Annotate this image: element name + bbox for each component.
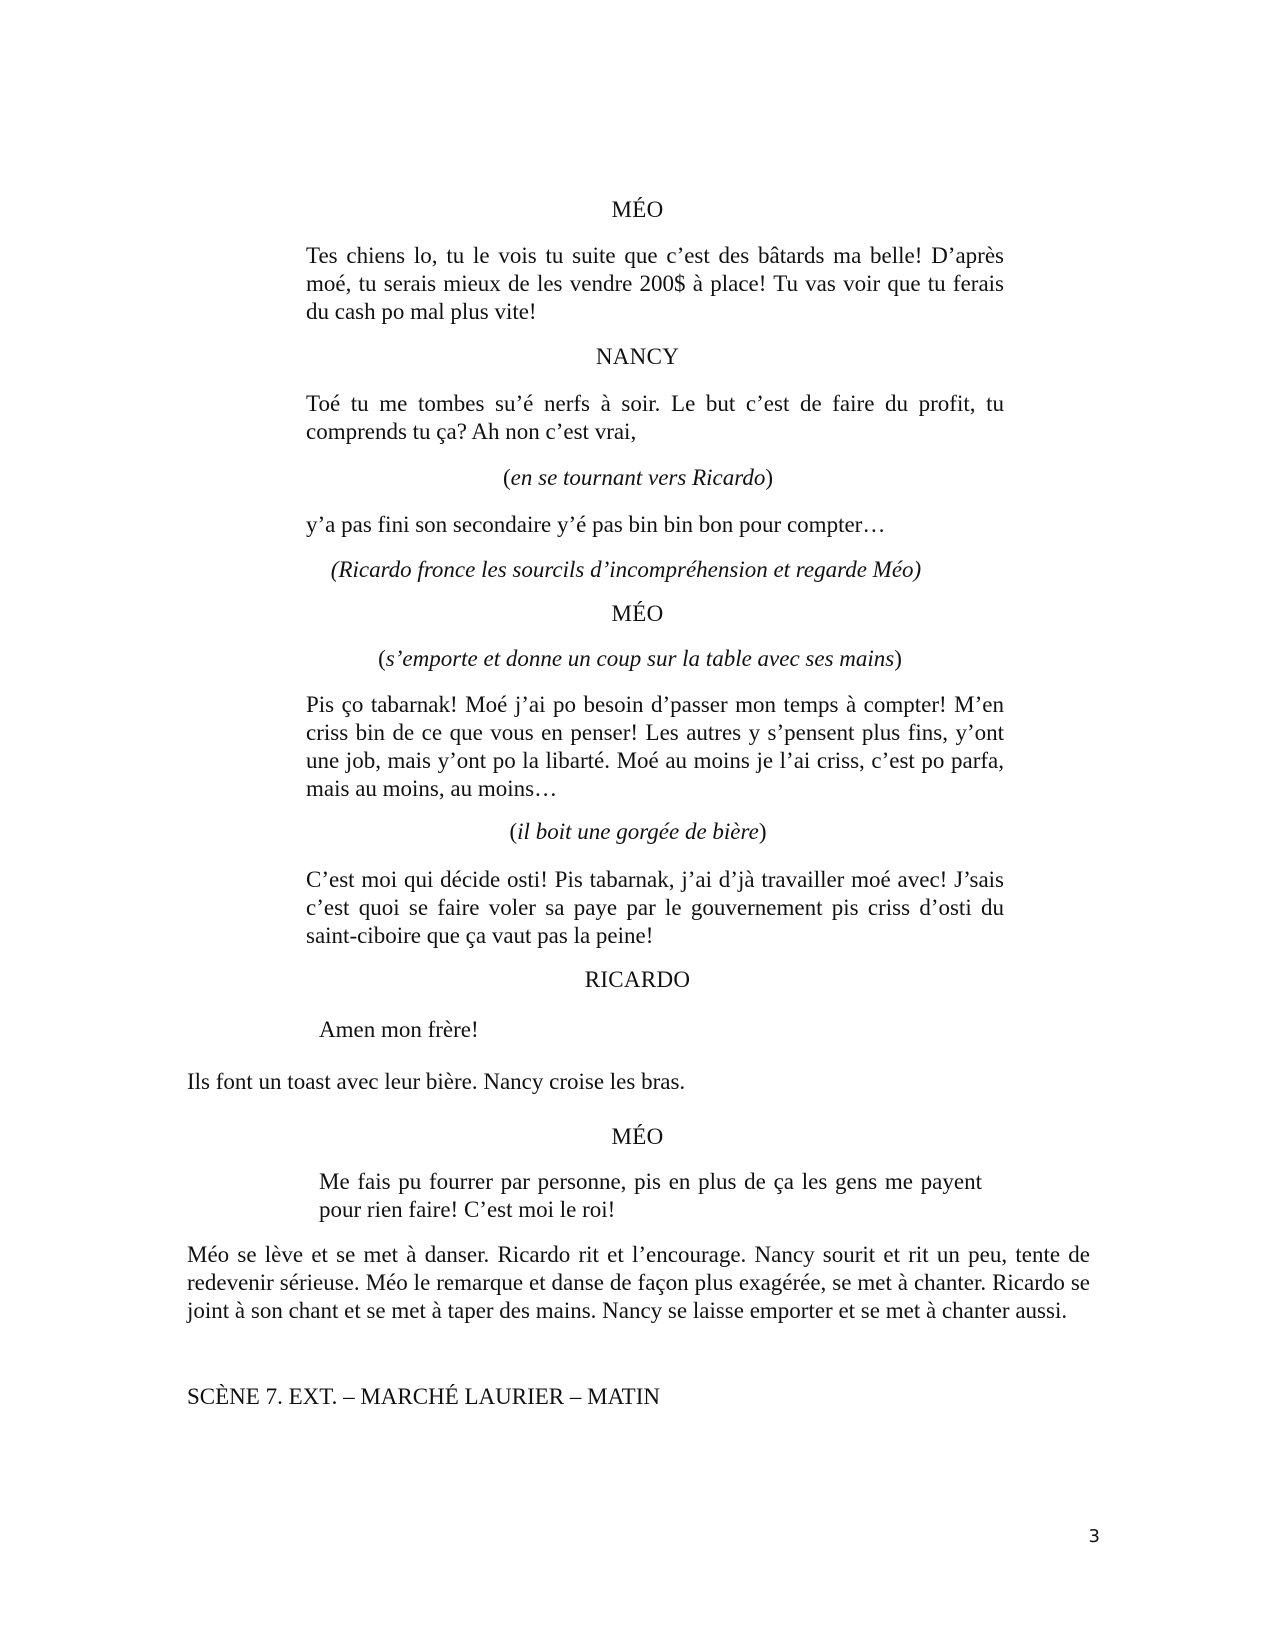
parenthetical-turning-text: en se tournant vers Ricardo bbox=[510, 465, 766, 490]
dialogue-meo-1: Tes chiens lo, tu le vois tu suite que c’est des bâtards ma belle! D’après moé, tu serais mieux de les vendre 200$ à place! Tu vas voir que tu ferais du cash po mal plus vite! bbox=[306, 243, 1004, 324]
character-name-ricardo: RICARDO bbox=[584, 967, 691, 992]
parenthetical-gorgee-text: il boit une gorgée de bière bbox=[517, 819, 759, 844]
dialogue-nancy-1: Toé tu me tombes su’é nerfs à soir. Le but c’est de faire du profit, tu comprends tu ça? Ah non c’est vrai, bbox=[306, 391, 1004, 444]
character-name-meo: MÉO bbox=[611, 1124, 664, 1149]
page-number: 3 bbox=[1088, 1526, 1100, 1547]
character-name-nancy: NANCY bbox=[595, 344, 680, 369]
parenthetical-emporte: (s’emporte et donne un coup sur la table avec ses mains) bbox=[378, 646, 902, 671]
dialogue-meo-2: Pis ço tabarnak! Moé j’ai po besoin d’passer mon temps à compter! M’en criss bin de ce que vous en penser! Les autres y s’pensent plus fins, y’ont une job, mais y’ont po la libarté. Moé au moins je l’ai criss, c’est po parfa, mais au moins, au moins… bbox=[306, 692, 1004, 801]
dialogue-ricardo-1: Amen mon frère! bbox=[319, 1017, 479, 1042]
character-name-meo: MÉO bbox=[611, 601, 664, 626]
parenthetical-gorgee: (il boit une gorgée de bière) bbox=[509, 819, 767, 844]
dialogue-nancy-2: y’a pas fini son secondaire y’é pas bin bin bon pour compter… bbox=[306, 512, 886, 537]
stage-direction-ricardo: (Ricardo fronce les sourcils d’incompréhension et regarde Méo) bbox=[330, 557, 922, 582]
parenthetical-emporte-text: s’emporte et donne un coup sur la table avec ses mains bbox=[385, 646, 895, 671]
scene-heading: SCÈNE 7. EXT. – MARCHÉ LAURIER – MATIN bbox=[187, 1384, 660, 1409]
dialogue-meo-3: C’est moi qui décide osti! Pis tabarnak, j’ai d’jà travailler moé avec! J’sais c’est quoi se faire voler sa paye par le gouvernement pis criss d’osti du saint-ciboire que ça vaut pas la peine! bbox=[306, 867, 1004, 948]
action-dance: Méo se lève et se met à danser. Ricardo rit et l’encourage. Nancy sourit et rit un peu, tente de redevenir sérieuse. Méo le remarque et danse de façon plus exagérée, se met à chanter. Ricardo se joint à son chant et se met à taper des mains. Nancy se laisse emporter et se met à chanter aussi. bbox=[187, 1242, 1090, 1323]
dialogue-meo-4: Me fais pu fourrer par personne, pis en plus de ça les gens me payent pour rien faire! C’est moi le roi! bbox=[319, 1169, 982, 1222]
action-toast: Ils font un toast avec leur bière. Nancy croise les bras. bbox=[187, 1069, 686, 1094]
parenthetical-turning: (en se tournant vers Ricardo) bbox=[502, 465, 773, 490]
character-name-meo: MÉO bbox=[611, 197, 664, 222]
